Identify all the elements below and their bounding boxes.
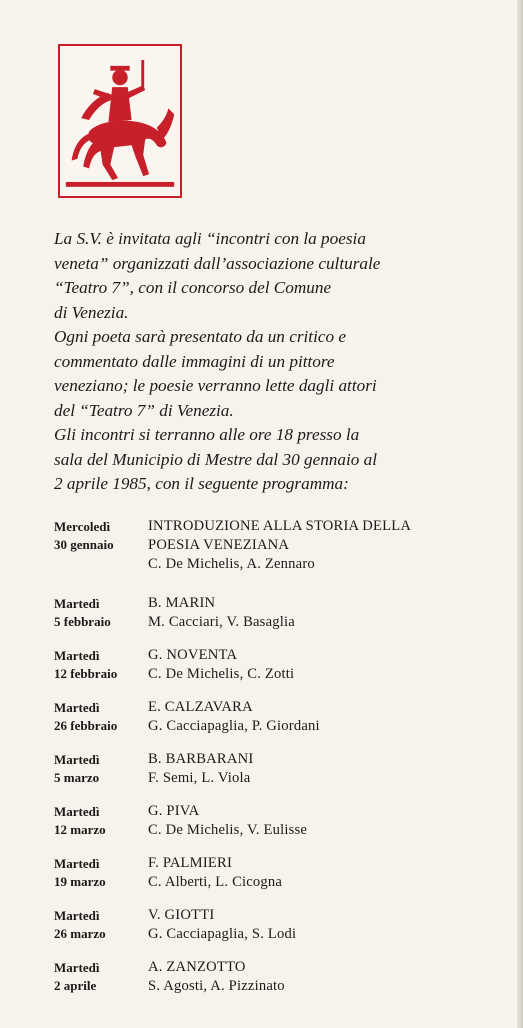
intro-line: commentato dalle immagini di un pittore xyxy=(54,351,335,371)
entry-date: 12 febbraio xyxy=(54,666,118,681)
entry-title: INTRODUZIONE ALLA STORIA DELLA xyxy=(148,518,412,534)
entry-date: 30 gennaio xyxy=(54,537,114,552)
entry-presenters: C. De Michelis, C. Zotti xyxy=(148,666,295,682)
intro-line: del “Teatro 7” di Venezia. xyxy=(54,400,234,420)
entry-date: 2 aprile xyxy=(54,978,97,993)
entry-date: 5 febbraio xyxy=(54,614,111,629)
entry-date: 19 marzo xyxy=(54,874,106,889)
entry-day: Martedì xyxy=(54,960,100,975)
entry-day: Mercoledì xyxy=(54,519,111,534)
entry-presenters: G. Cacciapaglia, S. Lodi xyxy=(148,926,297,942)
intro-line: Ogni poeta sarà presentato da un critico e xyxy=(54,327,346,346)
entry-presenters: M. Cacciari, V. Basaglia xyxy=(148,614,295,630)
entry-presenters: C. De Michelis, A. Zennaro xyxy=(148,556,315,572)
entry-day: Martedì xyxy=(54,908,100,923)
entry-day: Martedì xyxy=(54,752,100,767)
entry-day: Martedì xyxy=(54,648,100,663)
entry-presenters: F. Semi, L. Viola xyxy=(148,770,251,786)
emblem-woodcut xyxy=(58,44,182,198)
entry-date: 26 febbraio xyxy=(54,718,118,733)
entry-poet: B. BARBARANI xyxy=(148,751,254,767)
page-edge xyxy=(517,0,523,1028)
entry-poet: V. GIOTTI xyxy=(148,907,215,923)
invitation-text xyxy=(54,227,494,497)
horseman-icon xyxy=(60,46,180,196)
intro-line: veneziano; le poesie verranno lette dagli attori xyxy=(54,376,377,395)
entry-presenters: G. Cacciapaglia, P. Giordani xyxy=(148,718,320,734)
entry-poet: E. CALZAVARA xyxy=(148,699,253,715)
entry-poet: G. PIVA xyxy=(148,803,200,819)
entry-date: 26 marzo xyxy=(54,926,106,941)
entry-day: Martedì xyxy=(54,856,100,871)
intro-line: veneta” organizzati dall’associazione culturale xyxy=(54,253,381,273)
intro-line: 2 aprile 1985, con il seguente programma: xyxy=(54,474,349,493)
entry-date: 12 marzo xyxy=(54,822,106,837)
entry-poet: A. ZANZOTTO xyxy=(148,959,246,975)
entry-title: POESIA VENEZIANA xyxy=(148,537,290,553)
entry-day: Martedì xyxy=(54,804,100,819)
intro-line: sala del Municipio di Mestre dal 30 gennaio al xyxy=(54,449,378,469)
intro-line: “Teatro 7”, con il concorso del Comune xyxy=(54,278,332,297)
entry-poet: B. MARIN xyxy=(148,595,216,611)
entry-poet: F. PALMIERI xyxy=(148,855,233,871)
entry-presenters: S. Agosti, A. Pizzinato xyxy=(148,978,285,994)
entry-day: Martedì xyxy=(54,700,100,715)
entry-presenters: C. De Michelis, V. Eulisse xyxy=(148,822,308,838)
entry-presenters: C. Alberti, L. Cicogna xyxy=(148,874,283,890)
intro-line: di Venezia. xyxy=(54,302,129,322)
entry-day: Martedì xyxy=(54,596,100,611)
intro-line: La S.V. è invitata agli “incontri con la poesia xyxy=(54,229,366,248)
entry-poet: G. NOVENTA xyxy=(148,647,238,663)
intro-line: Gli incontri si terranno alle ore 18 presso la xyxy=(54,425,360,444)
entry-date: 5 marzo xyxy=(54,770,100,785)
